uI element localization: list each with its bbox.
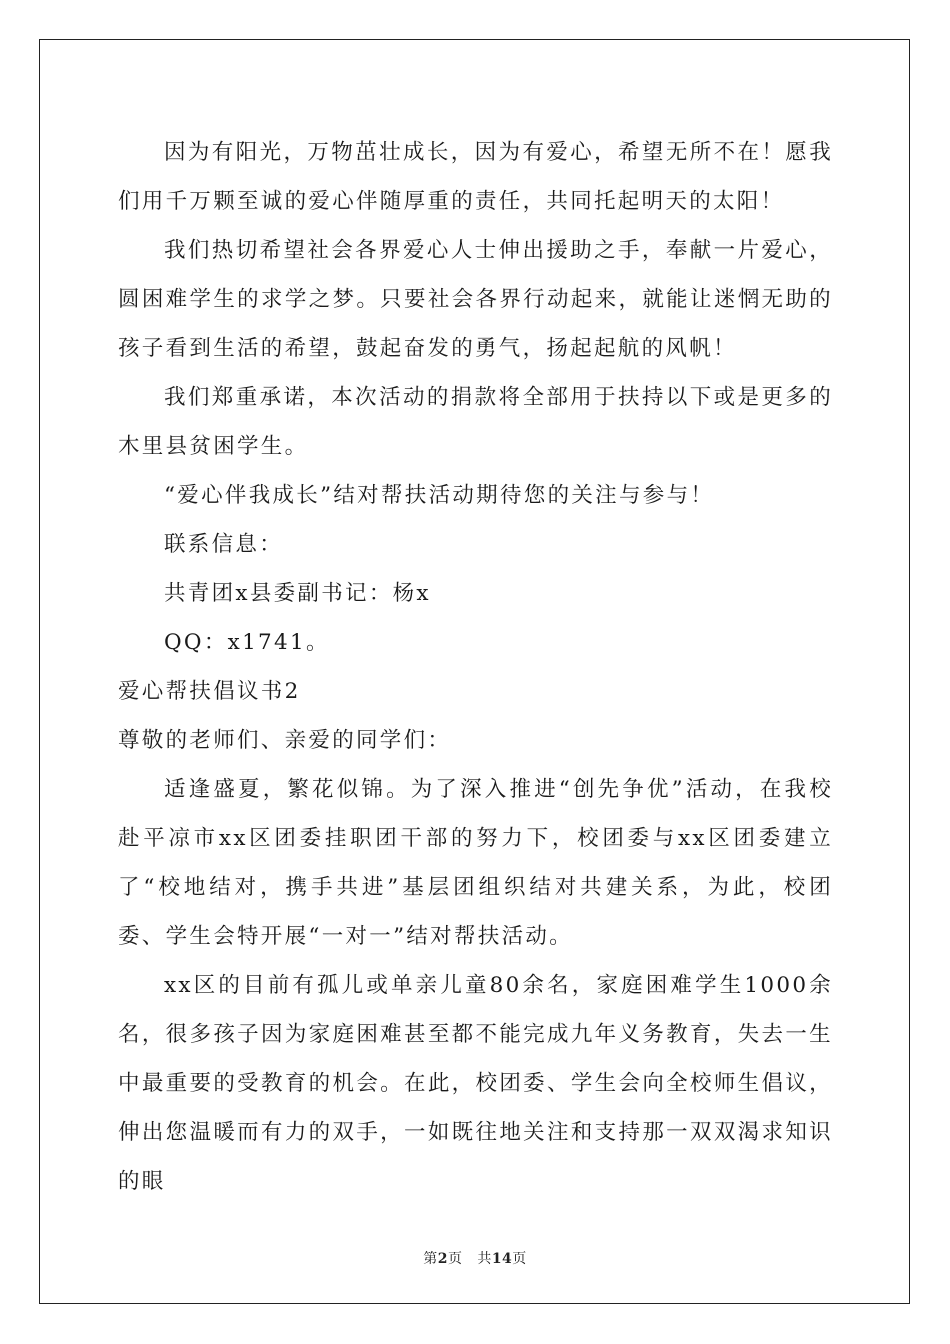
- paragraph: 因为有阳光，万物茁壮成长，因为有爱心，希望无所不在！愿我们用千万颗至诚的爱心伴随厚重的责任，共同托起明天的太阳！: [118, 140, 833, 214]
- footer-total-suffix: 页: [512, 1251, 527, 1267]
- paragraph: 我们郑重承诺，本次活动的捐款将全部用于扶持以下或是更多的木里县贫困学生。: [118, 385, 833, 459]
- page-footer: [0, 1248, 950, 1268]
- paragraph: 我们热切希望社会各界爱心人士伸出援助之手，奉献一片爱心，圆困难学生的求学之梦。只要社会各界行动起来，就能让迷惘无助的孩子看到生活的希望，鼓起奋发的勇气，扬起起航的风帆！: [118, 238, 833, 361]
- paragraph: xx区的目前有孤儿或单亲儿童80余名，家庭困难学生1000余名，很多孩子因为家庭困难甚至都不能完成九年义务教育，失去一生中最重要的受教育的机会。在此，校团委、学生会向全校师生倡议，伸出您温暖而有力的双手，一如既往地关注和支持那一双双渴求知识的眼: [118, 973, 833, 1194]
- paragraph: “爱心伴我成长”结对帮扶活动期待您的关注与参与！: [164, 483, 715, 508]
- contact-heading: 联系信息：: [164, 532, 284, 557]
- salutation: 尊敬的老师们、亲爱的同学们：: [118, 728, 452, 753]
- footer-page-suffix: 页: [447, 1251, 463, 1267]
- document-body: [118, 128, 833, 1206]
- total-pages: 14: [491, 1251, 513, 1267]
- footer-total-prefix: 共: [477, 1251, 492, 1267]
- contact-qq: QQ：x1741。: [164, 630, 330, 655]
- section-title: 爱心帮扶倡议书2: [118, 679, 301, 704]
- paragraph: 适逢盛夏，繁花似锦。为了深入推进“创先争优”活动，在我校赴平凉市xx区团委挂职团干部的努力下，校团委与xx区团委建立了“校地结对，携手共进”基层团组织结对共建关系，为此，校团委、学生会特开展“一对一”结对帮扶活动。: [118, 777, 833, 949]
- page-number: 2: [437, 1251, 448, 1267]
- contact-person: 共青团x县委副书记：杨x: [164, 581, 431, 606]
- footer-prefix: 第: [423, 1251, 438, 1267]
